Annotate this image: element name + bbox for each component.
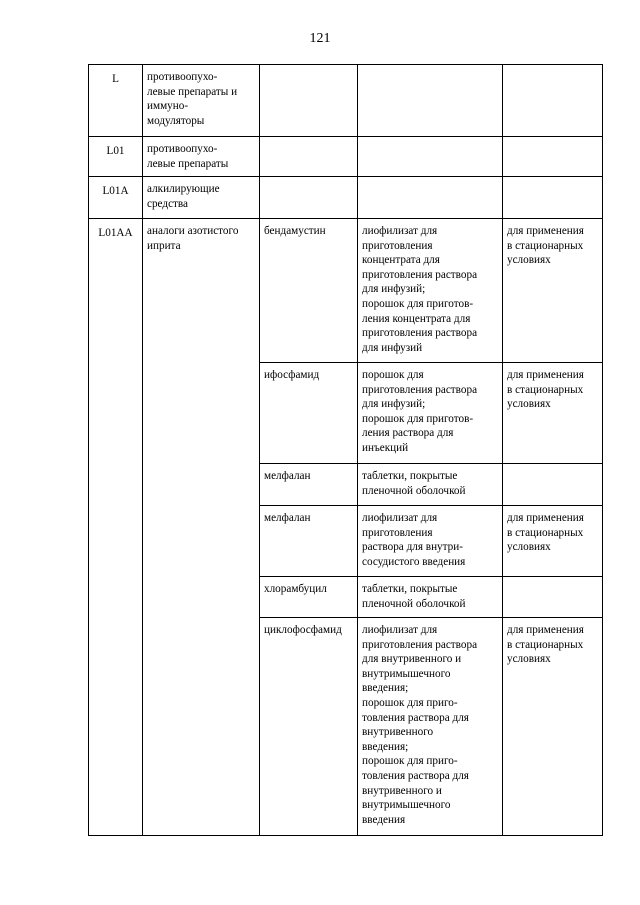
usage-note: для применения в стационарных условиях	[503, 219, 603, 363]
drug-table	[88, 64, 603, 836]
atc-code: L01AA	[89, 219, 143, 836]
table-row	[89, 177, 603, 219]
usage-note: для применения в стационарных условиях	[503, 618, 603, 836]
dosage-form: таблетки, покрытые пленочной оболочкой	[358, 464, 503, 506]
pharm-group: аналоги азотистого иприта	[143, 219, 260, 836]
pharm-group: алкилирующие средства	[143, 177, 260, 219]
usage-note: для применения в стационарных условиях	[503, 363, 603, 464]
atc-code: L	[89, 65, 143, 137]
atc-code: L01	[89, 137, 143, 177]
dosage-form	[358, 177, 503, 219]
atc-code: L01A	[89, 177, 143, 219]
drug-name: ифосфамид	[260, 363, 358, 464]
page-number: 121	[309, 31, 331, 46]
drug-name: мелфалан	[260, 464, 358, 506]
usage-note: для применения в стационарных условиях	[503, 506, 603, 577]
drug-name: циклофосфамид	[260, 618, 358, 836]
pharm-group: противоопухо- левые препараты и иммуно- модуляторы	[143, 65, 260, 137]
table-row	[89, 137, 603, 177]
usage-note	[503, 177, 603, 219]
dosage-form: порошок для приготовления раствора для инфузий; порошок для приготов- ления раствора для инъекций	[358, 363, 503, 464]
drug-name	[260, 177, 358, 219]
drug-name: хлорамбуцил	[260, 577, 358, 618]
dosage-form: таблетки, покрытые пленочной оболочкой	[358, 577, 503, 618]
dosage-form: лиофилизат для приготовления раствора для внутри- сосудистого введения	[358, 506, 503, 577]
dosage-form: лиофилизат для приготовления концентрата для приготовления раствора для инфузий; порошок для приготов- ления концентрата для приготовления раствора для инфузий	[358, 219, 503, 363]
drug-name	[260, 65, 358, 137]
drug-name: бендамустин	[260, 219, 358, 363]
table-row	[89, 65, 603, 137]
drug-name: мелфалан	[260, 506, 358, 577]
drug-name	[260, 137, 358, 177]
table-row	[89, 219, 603, 363]
usage-note	[503, 464, 603, 506]
dosage-form	[358, 137, 503, 177]
pharm-group: противоопухо- левые препараты	[143, 137, 260, 177]
dosage-form	[358, 65, 503, 137]
usage-note	[503, 137, 603, 177]
usage-note	[503, 65, 603, 137]
dosage-form: лиофилизат для приготовления раствора для внутривенного и внутримышечного введения; порошок для приго- товления раствора для внутривенного введения; порошок для приго- товления раствора для внутривенного и внутримышечного введения	[358, 618, 503, 836]
usage-note	[503, 577, 603, 618]
